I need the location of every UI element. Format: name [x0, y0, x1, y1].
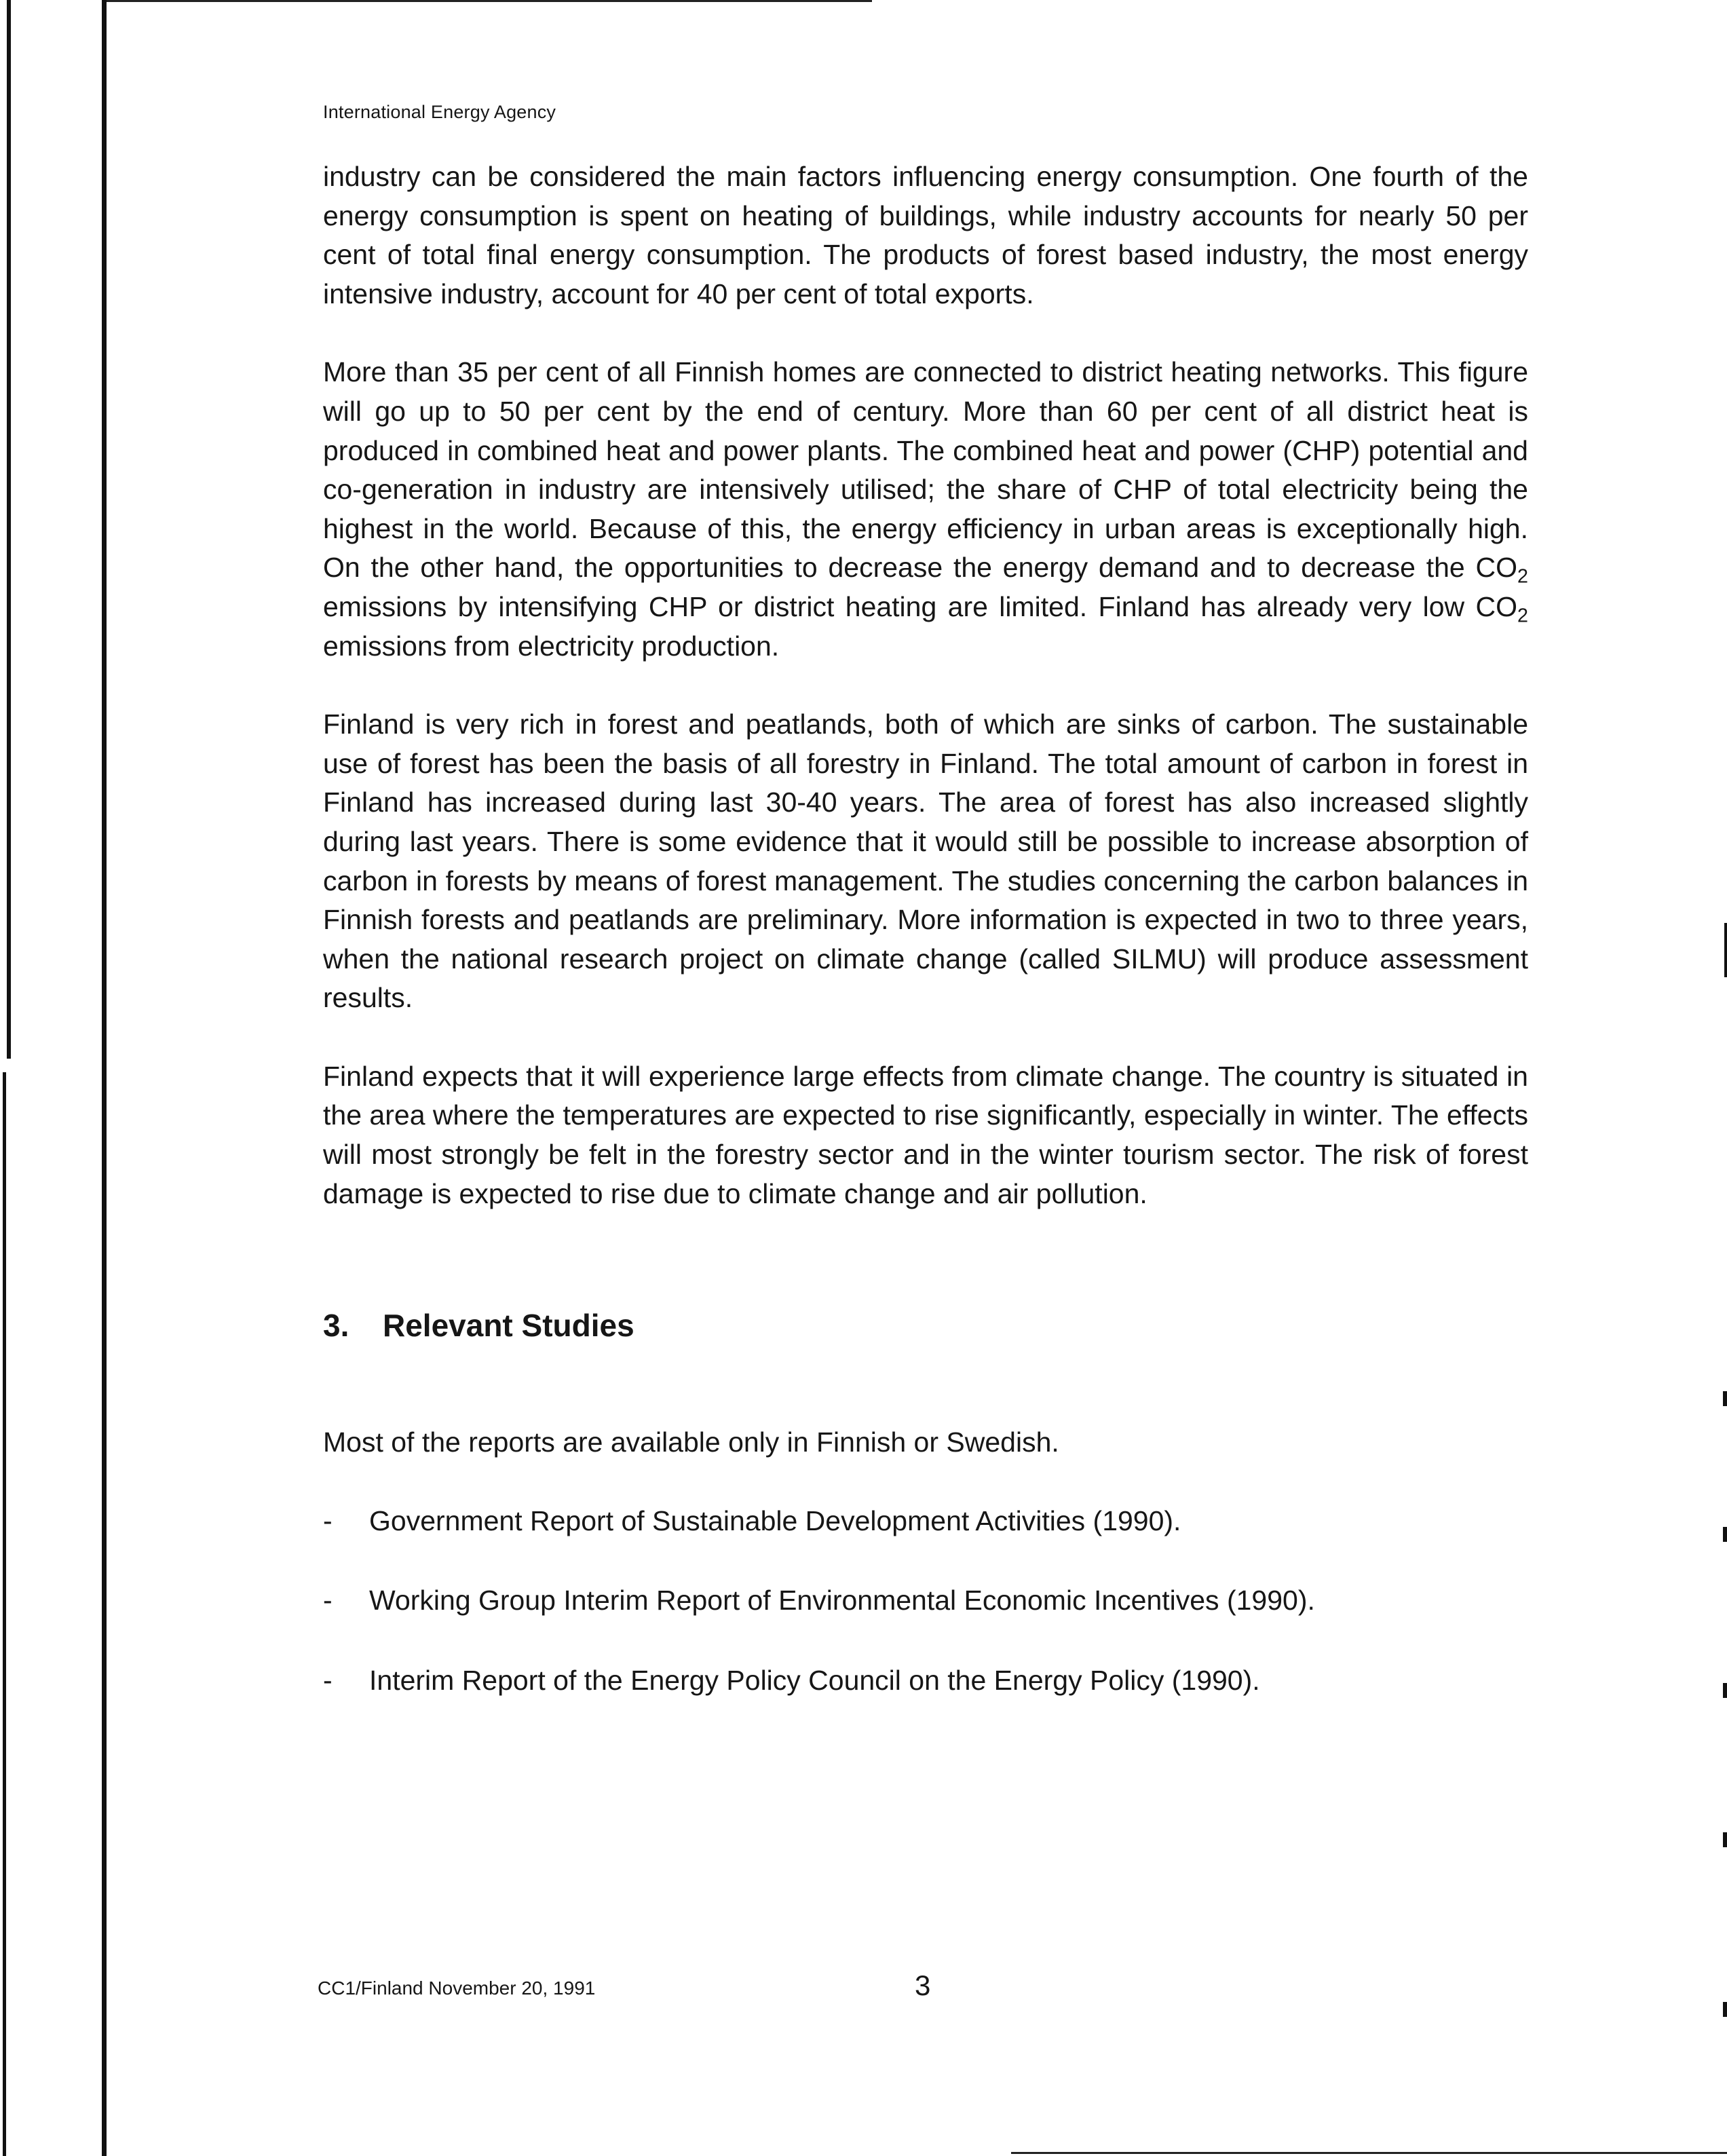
- reference-text: Working Group Interim Report of Environmental Economic Incentives (1990).: [369, 1585, 1315, 1616]
- section-title: Relevant Studies: [383, 1308, 634, 1344]
- scan-edge-mark: [1723, 1391, 1727, 1406]
- scan-bottom-rule: [1011, 2152, 1727, 2154]
- scan-edge-mark: [1723, 2002, 1727, 2017]
- bullet-dash: -: [323, 1665, 333, 1697]
- paragraph-district-heating: [323, 353, 1528, 666]
- reference-text: Interim Report of the Energy Policy Council on the Energy Policy (1990).: [369, 1665, 1260, 1697]
- paragraph-text: emissions from electricity production.: [323, 630, 780, 662]
- bullet-dash: -: [323, 1505, 333, 1536]
- paragraph-climate-effects: Finland expects that it will experience large effects from climate change. The country is situated in the area where the temperatures are expected to rise significantly, especially in winter. The effects will most strongly be felt in the forestry sector and in the winter tourism sector. The risk of forest damage is expected to rise due to climate change and air pollution.: [323, 1060, 1528, 1209]
- scan-top-rule: [102, 0, 872, 2]
- scan-left-edge: [7, 0, 11, 1059]
- footer-doc-reference: CC1/Finland November 20, 1991: [318, 1978, 596, 1999]
- section-intro: Most of the reports are available only in Finnish or Swedish.: [323, 1426, 1059, 1458]
- document-body: [323, 157, 1528, 1701]
- co2-subscript: 2: [1517, 605, 1528, 627]
- reference-text: Government Report of Sustainable Development Activities (1990).: [369, 1505, 1181, 1536]
- section-heading: [323, 1305, 1528, 1346]
- paragraph-text: emissions by intensifying CHP or district heating are limited. Finland has already very low CO: [323, 590, 1518, 622]
- paragraph-text: More than 35 per cent of all Finnish homes are connected to district heating networks. This figure will go up to 50 per cent by the end of century. More than 60 per cent of all district heat is produced in combined heat and power plants. The combined heat and power (CHP) potential and co-generation in industry are intensively utilised; the share of CHP of total electricity being the highest in the world. Because of this, the energy efficiency in urban areas is exceptionally high. On the other hand, the opportunities to decrease the energy demand and to decrease the CO: [323, 356, 1528, 584]
- co2-subscript: 2: [1517, 565, 1528, 588]
- bullet-dash: -: [323, 1585, 333, 1616]
- scan-edge-mark: [1723, 1832, 1727, 1847]
- list-item: [323, 1581, 1528, 1621]
- paragraph-forests-peatlands: Finland is very rich in forest and peatlands, both of which are sinks of carbon. The sustainable use of forest has been the basis of all forestry in Finland. The total amount of carbon in forest in Finland has increased during last 30-40 years. The area of forest has also increased slightly during last years. There is some evidence that it would still be possible to increase absorption of carbon in forests by means of forest management. The studies concerning the carbon balances in Finnish forests and peatlands are preliminary. More information is expected in two to three years, when the national research project on climate change (called SILMU) will produce assessment results.: [323, 708, 1528, 1014]
- scan-edge-mark: [1723, 1527, 1727, 1542]
- list-item: [323, 1502, 1528, 1541]
- scan-binding-line: [102, 0, 107, 2156]
- paragraph-energy-consumption: industry can be considered the main factors influencing energy consumption. One fourth of the energy consumption is spent on heating of buildings, while industry accounts for nearly 50 per cent of total final energy consumption. The products of forest based industry, the most energy intensive industry, account for 40 per cent of total exports.: [323, 161, 1528, 309]
- running-header: International Energy Agency: [323, 102, 556, 122]
- section-number: 3.: [323, 1308, 349, 1344]
- page-number: 3: [915, 1969, 931, 2001]
- list-item: [323, 1661, 1528, 1701]
- scan-left-edge-lower: [3, 1072, 6, 2156]
- reference-list: [323, 1502, 1528, 1701]
- scan-edge-mark: [1723, 1683, 1727, 1698]
- scan-edge-mark: [1724, 923, 1727, 977]
